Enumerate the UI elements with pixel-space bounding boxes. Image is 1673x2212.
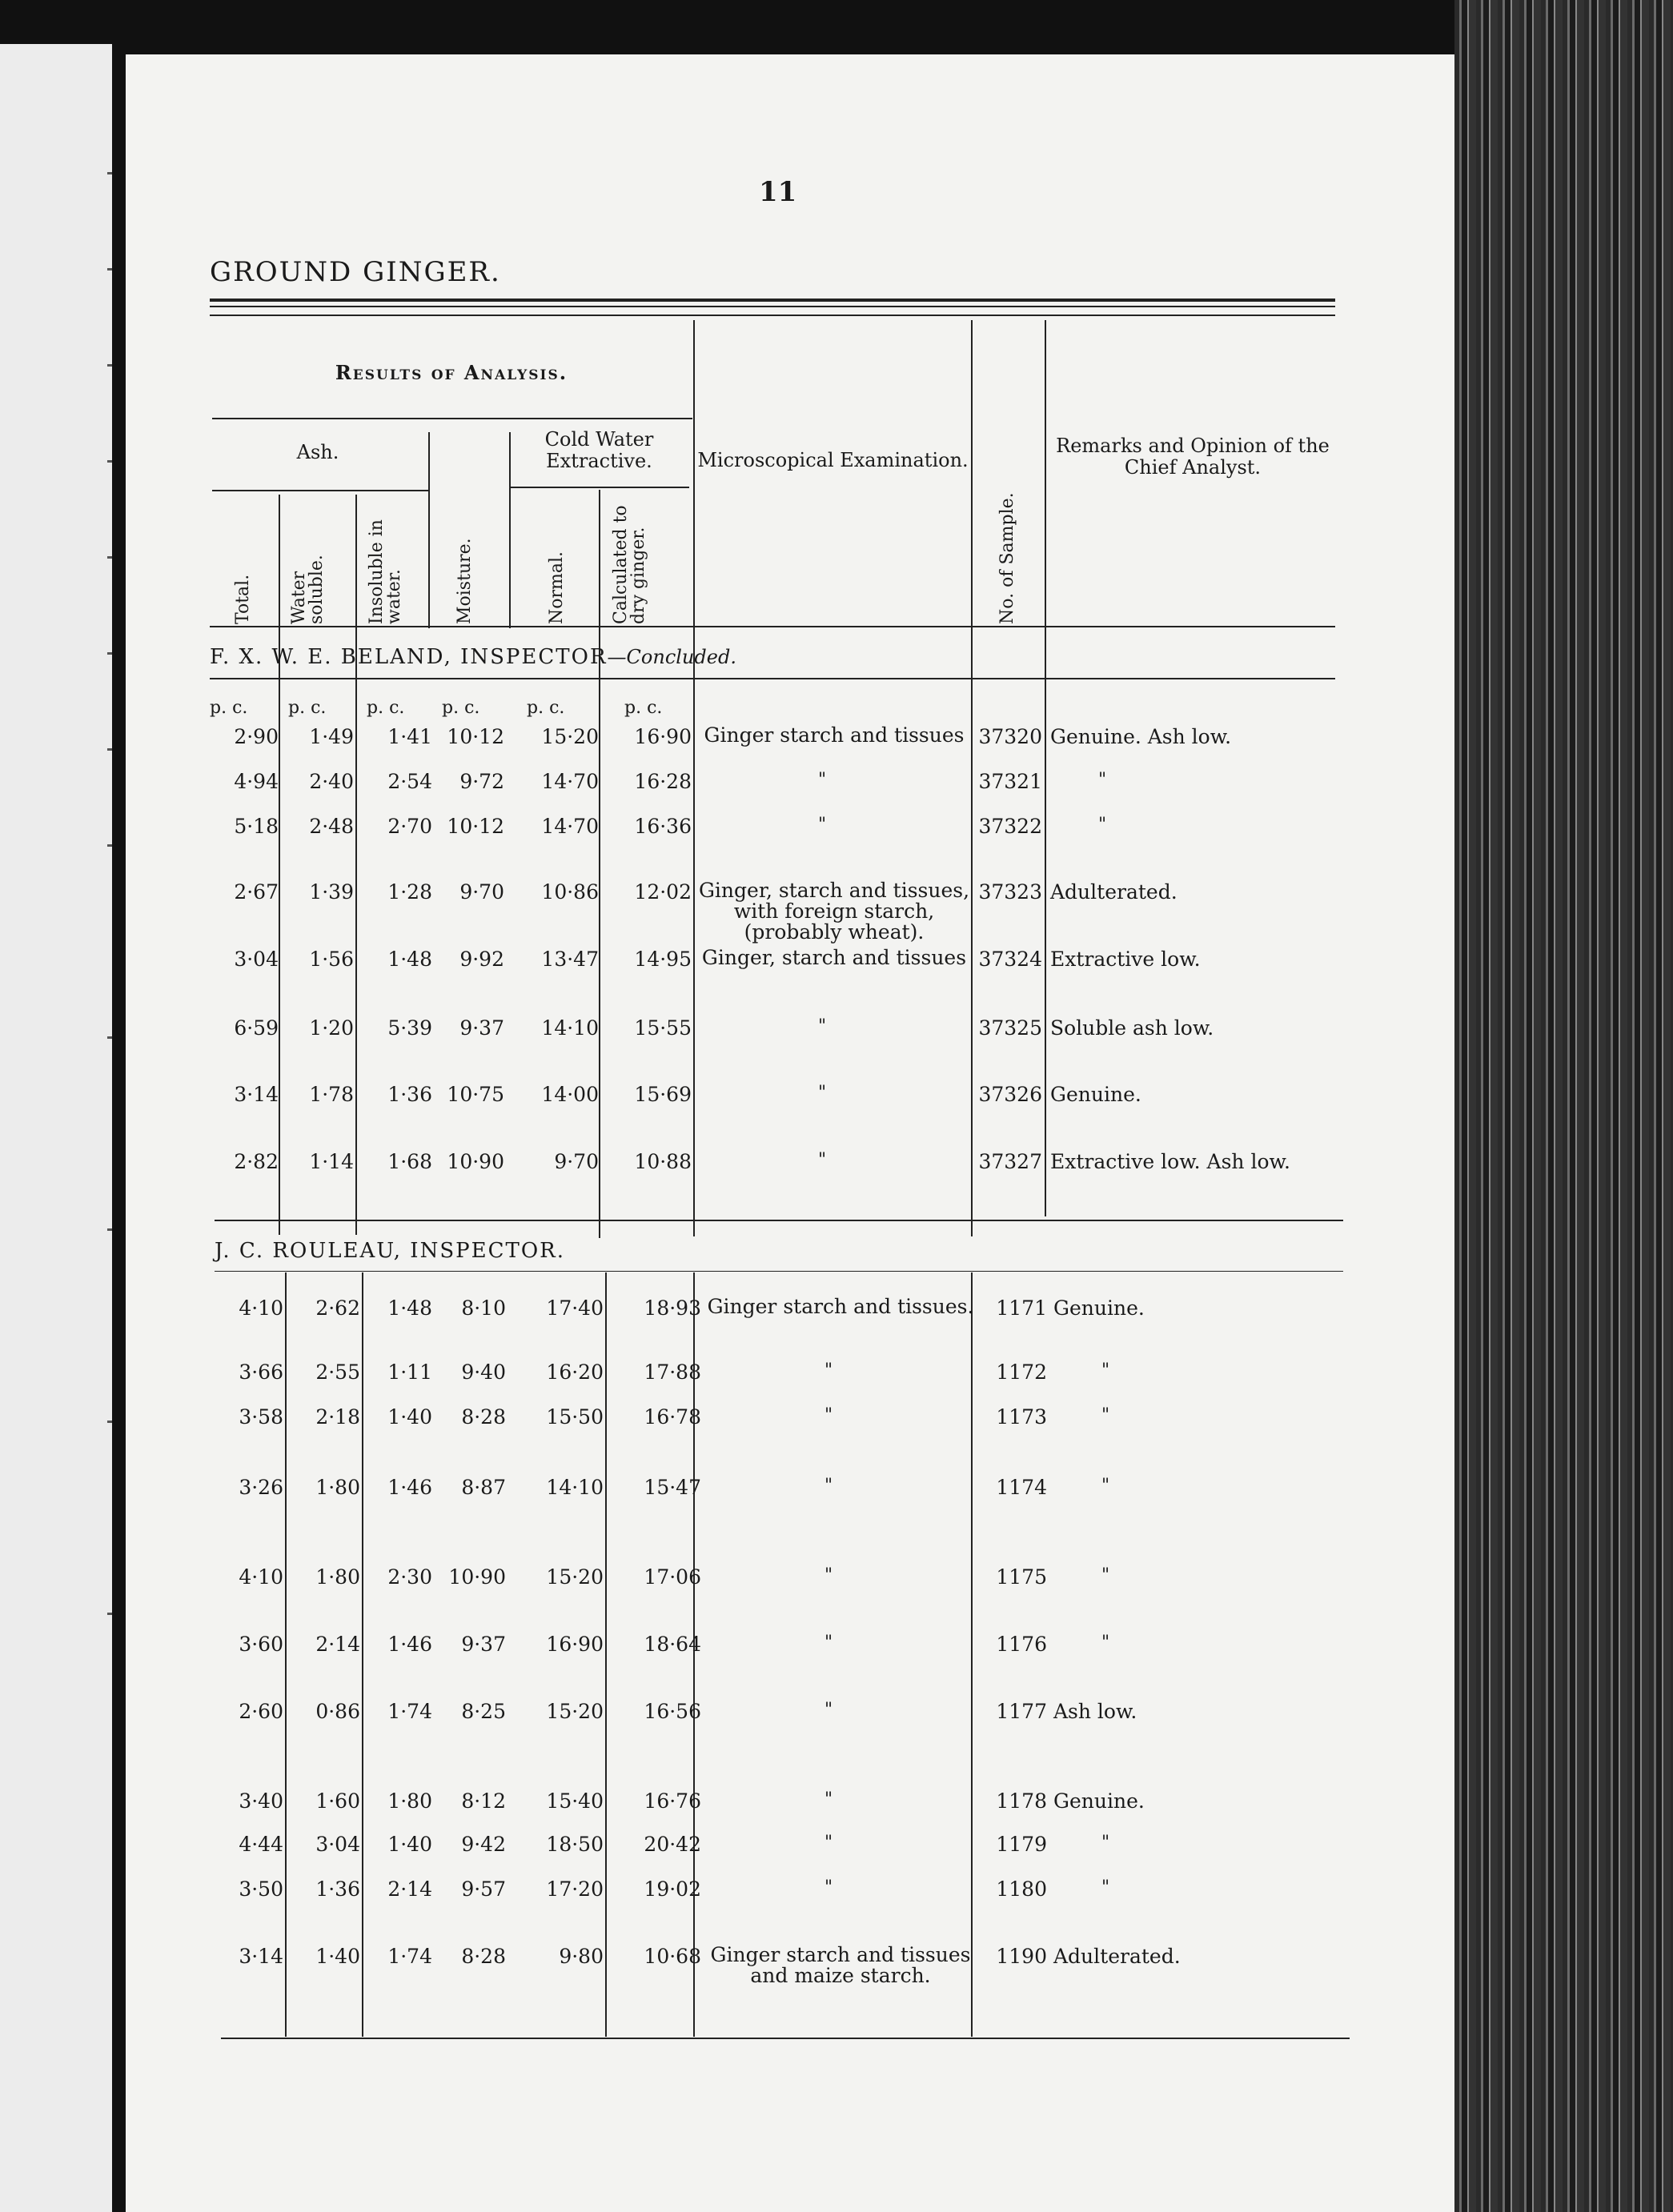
insoluble-cell: 2·30 — [387, 1565, 432, 1589]
water-soluble-cell: 2·55 — [315, 1360, 360, 1384]
total-cell: 3·04 — [234, 948, 279, 971]
sample-cell: 37323 — [978, 880, 1042, 904]
insoluble-cell: 2·54 — [387, 770, 432, 793]
col-divider — [971, 1272, 973, 2037]
col-divider — [971, 320, 973, 1236]
col-divider — [1045, 320, 1046, 1216]
calculated-cell: 17·88 — [644, 1360, 701, 1384]
insoluble-cell: 1·68 — [387, 1150, 432, 1173]
moisture-cell: 8·12 — [461, 1789, 506, 1813]
sample-cell: 1174 — [996, 1476, 1047, 1499]
water-soluble-cell: 1·60 — [315, 1789, 360, 1813]
normal-cell: 15·50 — [546, 1405, 604, 1429]
water-soluble-cell: 3·04 — [315, 1833, 360, 1856]
ash-rule — [212, 490, 428, 491]
total-cell: 3·50 — [239, 1877, 283, 1901]
insoluble-cell: 1·48 — [387, 948, 432, 971]
remark-ditto: " — [1101, 1833, 1110, 1853]
remark-ditto: " — [1101, 1360, 1110, 1380]
insoluble-cell: 1·28 — [387, 880, 432, 904]
water-soluble-heading: Water soluble. — [289, 555, 327, 624]
water-soluble-cell: 1·20 — [309, 1016, 354, 1040]
normal-cell: 15·20 — [541, 725, 599, 748]
water-soluble-cell: 1·39 — [309, 880, 354, 904]
normal-cell: 14·70 — [541, 770, 599, 793]
microscopical-ditto: " — [818, 770, 827, 790]
water-soluble-cell: 0·86 — [315, 1700, 360, 1723]
col-divider — [362, 1272, 363, 2037]
insoluble-cell: 1·40 — [387, 1833, 432, 1856]
remark-cell: Genuine. — [1053, 1296, 1145, 1320]
remark-cell: Genuine. — [1053, 1789, 1145, 1813]
col-divider — [693, 320, 695, 1236]
unit-label: p. c. — [527, 698, 565, 718]
unit-label: p. c. — [288, 698, 327, 718]
calculated-cell: 15·55 — [634, 1016, 692, 1040]
calculated-cell: 18·64 — [644, 1633, 701, 1656]
calculated-cell: 16·28 — [634, 770, 692, 793]
normal-cell: 17·20 — [546, 1877, 604, 1901]
calculated-cell: 16·76 — [644, 1789, 701, 1813]
insoluble-cell: 1·74 — [387, 1700, 432, 1723]
remark-cell: Adulterated. — [1050, 880, 1178, 904]
moisture-cell: 8·28 — [461, 1945, 506, 1968]
moisture-cell: 8·87 — [461, 1476, 506, 1499]
calculated-cell: 16·78 — [644, 1405, 701, 1429]
total-cell: 2·60 — [239, 1700, 283, 1723]
water-soluble-cell: 1·14 — [309, 1150, 354, 1173]
remarks-heading: Remarks and Opinion of the Chief Analyst. — [1056, 435, 1330, 479]
microscopical-ditto: " — [824, 1405, 833, 1425]
remark-ditto: " — [1101, 1476, 1110, 1496]
remark-ditto: " — [1101, 1565, 1110, 1585]
calculated-cell: 16·90 — [634, 725, 692, 748]
insoluble-cell: 1·46 — [387, 1633, 432, 1656]
sample-cell: 1179 — [996, 1833, 1047, 1856]
remark-cell: Extractive low. Ash low. — [1050, 1150, 1290, 1173]
moisture-cell: 9·40 — [461, 1360, 506, 1384]
sample-cell: 37325 — [978, 1016, 1042, 1040]
col-divider — [428, 432, 430, 628]
microscopical-ditto: " — [824, 1789, 833, 1809]
remark-cell: Soluble ash low. — [1050, 1016, 1214, 1040]
insoluble-cell: 1·48 — [387, 1296, 432, 1320]
total-heading: Total. — [233, 574, 253, 624]
total-cell: 3·66 — [239, 1360, 283, 1384]
page-title: GROUND GINGER. — [210, 256, 501, 288]
sample-cell: 37327 — [978, 1150, 1042, 1173]
insoluble-cell: 1·74 — [387, 1945, 432, 1968]
microscopical-ditto: " — [824, 1633, 833, 1653]
sample-cell: 37320 — [978, 725, 1042, 748]
section-rule — [210, 678, 1335, 679]
remark-ditto: " — [1098, 815, 1107, 835]
calculated-cell: 15·69 — [634, 1083, 692, 1106]
microscopical-cell: Ginger starch and tissues and maize starch. — [710, 1943, 971, 1987]
col-divider — [279, 495, 280, 1235]
remark-cell: Adulterated. — [1053, 1945, 1181, 1968]
col-divider — [355, 495, 357, 1235]
moisture-cell: 9·92 — [459, 948, 504, 971]
moisture-cell: 9·42 — [461, 1833, 506, 1856]
remark-cell: Genuine. Ash low. — [1050, 725, 1232, 748]
col-divider — [285, 1272, 287, 2037]
remark-ditto: " — [1101, 1405, 1110, 1425]
col-divider — [605, 1272, 607, 2037]
remark-cell: Genuine. — [1050, 1083, 1141, 1106]
page-number: 11 — [759, 176, 797, 208]
total-cell: 3·26 — [239, 1476, 283, 1499]
header-rule — [210, 626, 1335, 627]
bottom-rule — [221, 2038, 1350, 2039]
calculated-cell: 15·47 — [644, 1476, 701, 1499]
col-divider — [509, 432, 511, 628]
calculated-cell: 12·02 — [634, 880, 692, 904]
calculated-cell: 10·88 — [634, 1150, 692, 1173]
water-soluble-cell: 1·40 — [315, 1945, 360, 1968]
moisture-cell: 10·90 — [447, 1150, 504, 1173]
section-rule — [215, 1220, 1343, 1221]
calculated-cell: 20·42 — [644, 1833, 701, 1856]
total-cell: 2·67 — [234, 880, 279, 904]
remark-ditto: " — [1098, 770, 1107, 790]
results-rule — [212, 418, 692, 419]
normal-cell: 9·70 — [554, 1150, 599, 1173]
microscopical-ditto: " — [824, 1360, 833, 1380]
microscopical-ditto: " — [824, 1476, 833, 1496]
cold-water-heading: Cold Water Extractive. — [544, 428, 654, 472]
unit-label: p. c. — [210, 698, 248, 718]
moisture-cell: 9·57 — [461, 1877, 506, 1901]
normal-cell: 15·20 — [546, 1700, 604, 1723]
water-soluble-cell: 2·14 — [315, 1633, 360, 1656]
sample-cell: 37324 — [978, 948, 1042, 971]
microscopical-ditto: " — [824, 1700, 833, 1720]
total-cell: 6·59 — [234, 1016, 279, 1040]
insoluble-cell: 1·11 — [387, 1360, 432, 1384]
water-soluble-cell: 1·80 — [315, 1476, 360, 1499]
moisture-cell: 9·72 — [459, 770, 504, 793]
inspector-beland: F. X. W. E. BELAND, INSPECTOR—Concluded. — [210, 645, 736, 669]
water-soluble-cell: 1·49 — [309, 725, 354, 748]
normal-cell: 15·20 — [546, 1565, 604, 1589]
normal-cell: 14·70 — [541, 815, 599, 838]
total-cell: 3·58 — [239, 1405, 283, 1429]
water-soluble-cell: 2·40 — [309, 770, 354, 793]
insoluble-cell: 1·80 — [387, 1789, 432, 1813]
sample-cell: 1171 — [996, 1296, 1047, 1320]
calculated-cell: 16·56 — [644, 1700, 701, 1723]
water-soluble-cell: 1·78 — [309, 1083, 354, 1106]
normal-cell: 16·20 — [546, 1360, 604, 1384]
moisture-cell: 10·75 — [447, 1083, 504, 1106]
moisture-cell: 10·12 — [447, 815, 504, 838]
sample-cell: 1177 — [996, 1700, 1047, 1723]
microscopical-ditto: " — [818, 1016, 827, 1036]
water-soluble-cell: 1·56 — [309, 948, 354, 971]
normal-cell: 14·10 — [546, 1476, 604, 1499]
microscopical-ditto: " — [818, 1150, 827, 1170]
insoluble-heading: Insoluble in water. — [367, 519, 404, 624]
calculated-cell: 17·06 — [644, 1565, 701, 1589]
calculated-cell: 16·36 — [634, 815, 692, 838]
microscopical-heading: Microscopical Examination. — [697, 449, 969, 471]
insoluble-cell: 1·46 — [387, 1476, 432, 1499]
total-cell: 2·90 — [234, 725, 279, 748]
total-cell: 3·14 — [234, 1083, 279, 1106]
moisture-cell: 10·12 — [447, 725, 504, 748]
microscopical-ditto: " — [824, 1877, 833, 1897]
calculated-cell: 10·68 — [644, 1945, 701, 1968]
total-cell: 2·82 — [234, 1150, 279, 1173]
calculated-cell: 18·93 — [644, 1296, 701, 1320]
sample-cell: 37326 — [978, 1083, 1042, 1106]
inspector-rouleau: J. C. ROULEAU, INSPECTOR. — [215, 1239, 566, 1263]
remark-ditto: " — [1101, 1633, 1110, 1653]
normal-cell: 16·90 — [546, 1633, 604, 1656]
water-soluble-cell: 1·36 — [315, 1877, 360, 1901]
moisture-cell: 8·28 — [461, 1405, 506, 1429]
sample-heading: No. of Sample. — [997, 492, 1017, 624]
microscopical-cell: Ginger, starch and tissues, with foreign starch, (probably wheat). — [698, 879, 970, 944]
normal-cell: 13·47 — [541, 948, 599, 971]
moisture-cell: 8·25 — [461, 1700, 506, 1723]
sample-cell: 1175 — [996, 1565, 1047, 1589]
facing-page-edge — [0, 44, 112, 2212]
insoluble-cell: 5·39 — [387, 1016, 432, 1040]
total-cell: 4·10 — [239, 1296, 283, 1320]
total-cell: 3·40 — [239, 1789, 283, 1813]
normal-cell: 15·40 — [546, 1789, 604, 1813]
moisture-cell: 10·90 — [448, 1565, 506, 1589]
insoluble-cell: 2·14 — [387, 1877, 432, 1901]
microscopical-cell: Ginger, starch and tissues — [701, 946, 967, 969]
sample-cell: 1180 — [996, 1877, 1047, 1901]
total-cell: 4·94 — [234, 770, 279, 793]
top-rule-second — [210, 315, 1335, 316]
col-divider — [599, 490, 600, 1238]
microscopical-cell: Ginger starch and tissues. — [707, 1295, 974, 1318]
moisture-cell: 9·37 — [459, 1016, 504, 1040]
ash-heading: Ash. — [296, 441, 339, 463]
normal-heading: Normal. — [547, 551, 567, 624]
calculated-cell: 14·95 — [634, 948, 692, 971]
normal-cell: 14·10 — [541, 1016, 599, 1040]
unit-label: p. c. — [442, 698, 480, 718]
sample-cell: 1176 — [996, 1633, 1047, 1656]
sample-cell: 37322 — [978, 815, 1042, 838]
sample-cell: 1190 — [996, 1945, 1047, 1968]
top-rule — [210, 299, 1335, 302]
microscopical-ditto: " — [818, 815, 827, 835]
insoluble-cell: 2·70 — [387, 815, 432, 838]
microscopical-cell: Ginger starch and tissues — [704, 723, 965, 747]
moisture-heading: Moisture. — [455, 538, 475, 624]
cold-water-rule — [509, 487, 689, 488]
moisture-cell: 9·70 — [459, 880, 504, 904]
microscopical-ditto: " — [818, 1083, 827, 1103]
normal-cell: 17·40 — [546, 1296, 604, 1320]
moisture-cell: 9·37 — [461, 1633, 506, 1656]
water-soluble-cell: 1·80 — [315, 1565, 360, 1589]
total-cell: 4·10 — [239, 1565, 283, 1589]
sample-cell: 1172 — [996, 1360, 1047, 1384]
water-soluble-cell: 2·18 — [315, 1405, 360, 1429]
insoluble-cell: 1·36 — [387, 1083, 432, 1106]
microscopical-ditto: " — [824, 1565, 833, 1585]
top-rule-thin — [210, 306, 1335, 307]
normal-cell: 18·50 — [546, 1833, 604, 1856]
moisture-cell: 8·10 — [461, 1296, 506, 1320]
calculated-heading: Calculated to dry ginger. — [611, 505, 648, 624]
insoluble-cell: 1·41 — [387, 725, 432, 748]
water-soluble-cell: 2·48 — [309, 815, 354, 838]
remark-cell: Extractive low. — [1050, 948, 1201, 971]
sample-cell: 37321 — [978, 770, 1042, 793]
remark-cell: Ash low. — [1053, 1700, 1137, 1723]
calculated-cell: 19·02 — [644, 1877, 701, 1901]
total-cell: 3·14 — [239, 1945, 283, 1968]
results-heading: Results of Analysis. — [335, 361, 568, 384]
book-edge — [1454, 0, 1673, 2212]
microscopical-ditto: " — [824, 1833, 833, 1853]
total-cell: 4·44 — [239, 1833, 283, 1856]
insoluble-cell: 1·40 — [387, 1405, 432, 1429]
section-rule — [215, 1271, 1343, 1272]
sample-cell: 1173 — [996, 1405, 1047, 1429]
water-soluble-cell: 2·62 — [315, 1296, 360, 1320]
normal-cell: 9·80 — [559, 1945, 604, 1968]
normal-cell: 14·00 — [541, 1083, 599, 1106]
unit-label: p. c. — [624, 698, 663, 718]
normal-cell: 10·86 — [541, 880, 599, 904]
unit-label: p. c. — [367, 698, 405, 718]
total-cell: 5·18 — [234, 815, 279, 838]
remark-ditto: " — [1101, 1877, 1110, 1897]
sample-cell: 1178 — [996, 1789, 1047, 1813]
total-cell: 3·60 — [239, 1633, 283, 1656]
